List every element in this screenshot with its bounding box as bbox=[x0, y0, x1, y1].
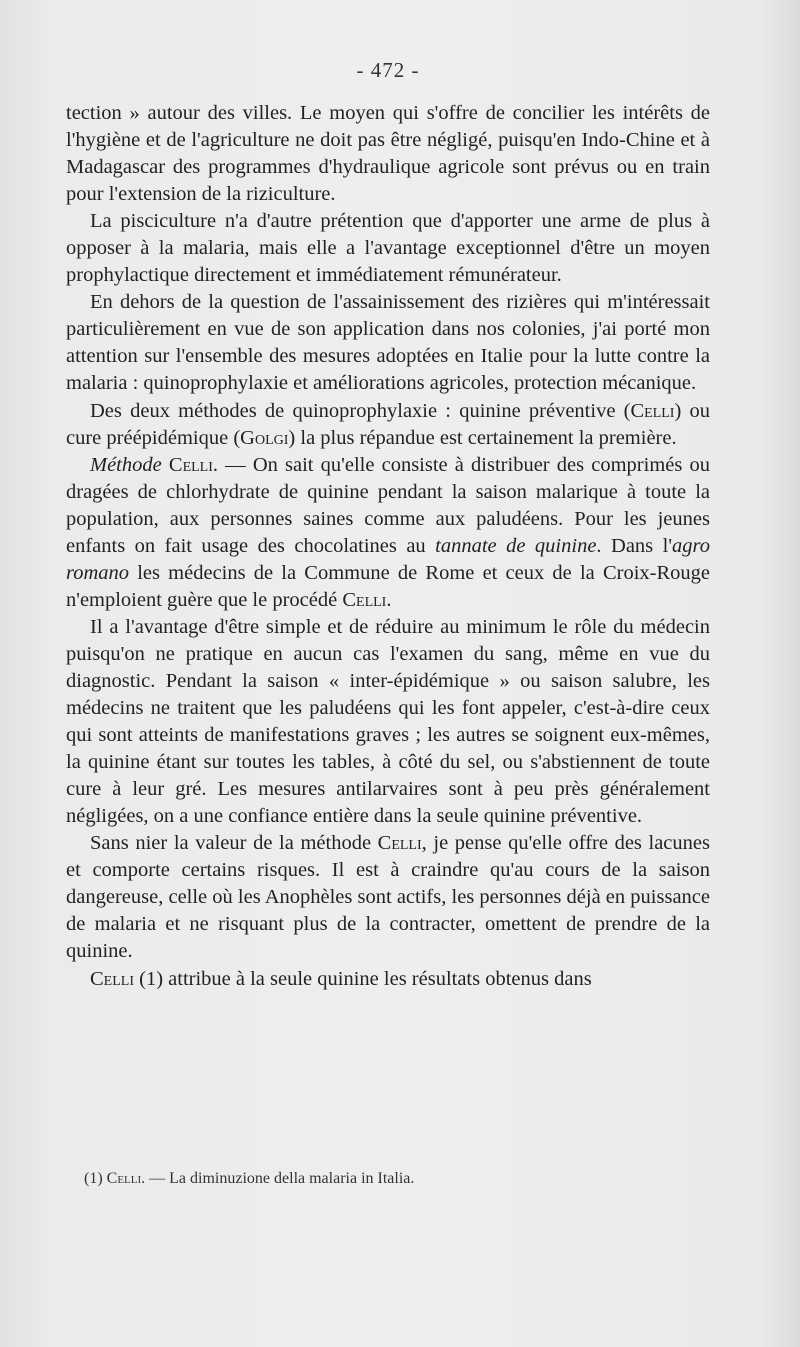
italic-term: agro romano bbox=[66, 534, 710, 584]
footnote-author: Celli bbox=[106, 1170, 142, 1187]
footnote-mark: (1) bbox=[84, 1170, 107, 1187]
text-run: (1) attribue à la seule quinine les résultats obtenus dans bbox=[134, 967, 592, 990]
text-run: les médecins de la Commune de Rome et ceux de la Croix-Rouge n'emploient guère que le procédé bbox=[66, 561, 710, 611]
text-run: ) la plus répandue est certainement la première. bbox=[288, 426, 677, 449]
text-run: , je pense qu'elle offre des lacunes et comporte certains risques. Il est à craindre qu'au cours de la saison dangereuse, celle où les Anophèles sont actifs, les personnes déjà en puissance de malaria et ne risquant plus de la contracter, omettent de prendre de la quinine. bbox=[66, 832, 710, 963]
text-run: . Dans l' bbox=[596, 534, 673, 557]
section-heading-author: Celli. bbox=[168, 453, 219, 476]
author-name: Celli bbox=[342, 588, 387, 611]
text-run: ) ou cure préépidémique ( bbox=[66, 399, 710, 449]
author-name: Celli bbox=[377, 832, 422, 855]
author-name: Golgi bbox=[240, 426, 289, 449]
text-run: . bbox=[386, 588, 392, 611]
text-run: Des deux méthodes de quinoprophylaxie : quinine préventive ( bbox=[90, 399, 631, 422]
paragraph-continuation: tection » autour des villes. Le moyen qui s'offre de concilier les intérêts de l'hygiène et de l'agriculture ne doit pas être négligé, puisqu'en Indo-Chine et à Madagascar des programmes d'hydraulique agricole sont prévus ou en train pour l'extension de la riziculture. bbox=[66, 102, 710, 206]
author-name: Celli bbox=[630, 399, 675, 422]
text-run: Sans nier la valeur de la méthode bbox=[90, 832, 378, 855]
footnote bbox=[84, 1168, 724, 1190]
paragraph-avantage: Il a l'avantage d'être simple et de réduire au minimum le rôle du médecin puisqu'on ne pratique en aucun cas l'examen du sang, même en vue du diagnostic. Pendant la saison « inter-épidémique » ou saison salubre, les médecins ne traitent que les paludéens qui les font appeler, c'est-à-dire ceux qui sont atteints de manifestations graves ; les autres se soignent eux-mêmes, la quinine étant sur toutes les tables, à côté du sel, ou s'abstiennent de toute cure à leur gré. Les mesures antilarvaires sont à peu près généralement négligées, on a une confiance entière dans la seule quinine préventive. bbox=[66, 615, 710, 828]
footnote-text: . — La diminuzione della malaria in Italia. bbox=[141, 1170, 415, 1187]
page-number: - 472 - bbox=[356, 58, 420, 82]
text-run: — On sait qu'elle consiste à distribuer des comprimés ou dragées de chlorhydrate de quinine pendant la saison malarique à toute la population, aux personnes saines comme aux paludéens. Pour les jeunes enfants on fait usage des chocolatines au bbox=[66, 453, 710, 557]
paragraph-quinoprophylaxie bbox=[66, 398, 710, 452]
author-name: Celli bbox=[90, 967, 134, 990]
paragraph-pisciculture: La pisciculture n'a d'autre prétention que d'apporter une arme de plus à opposer à la malaria, mais elle a l'avantage exceptionnel d'être un moyen prophylactique directement et immédiatement rémunérateur. bbox=[66, 210, 710, 287]
section-heading: Méthode bbox=[90, 453, 162, 476]
paragraph-lacunes bbox=[66, 830, 710, 965]
italic-term: tannate de quinine bbox=[435, 534, 597, 557]
paragraph-assainissement: En dehors de la question de l'assainissement des rizières qui m'intéressait particulièrement en vue de son application dans nos colonies, j'ai porté mon attention sur l'ensemble des mesures adoptées en Italie pour la lutte contre la malaria : quinoprophylaxie et améliorations agricoles, protection mécanique. bbox=[66, 291, 710, 395]
paragraph-methode-celli bbox=[66, 452, 710, 614]
paragraph-celli-attribue bbox=[66, 966, 710, 993]
body-text bbox=[66, 100, 710, 993]
